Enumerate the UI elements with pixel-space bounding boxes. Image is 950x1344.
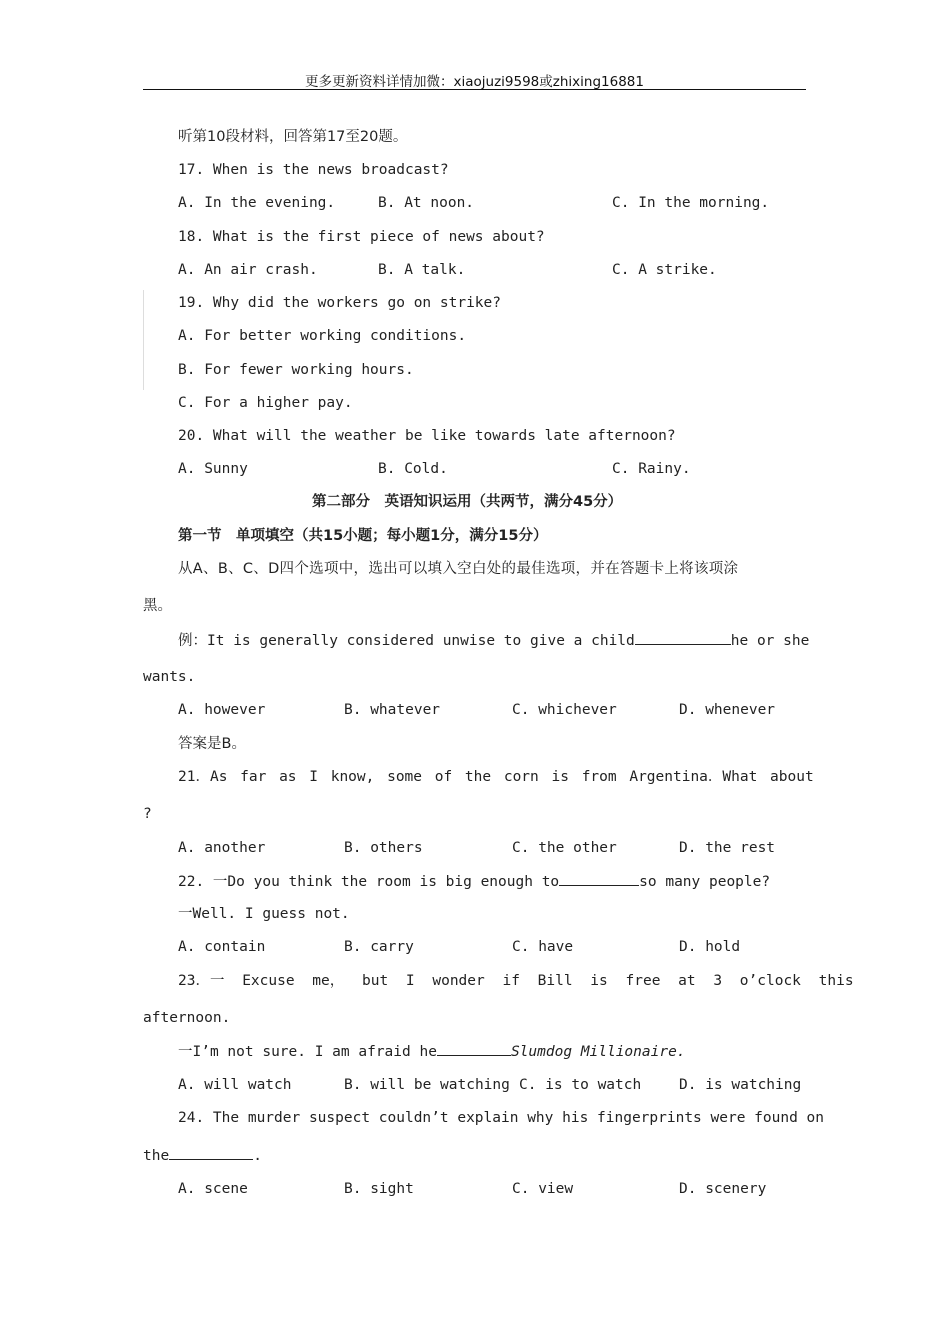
option-d: D. scenery	[679, 1181, 767, 1197]
answer-blank	[635, 630, 731, 645]
option-a: A. Sunny	[178, 461, 248, 477]
option-b: B. For fewer working hours.	[178, 362, 414, 378]
option-b: B. carry	[344, 939, 414, 955]
question-23: 23．一 Excuse me， but I wonder if Bill is free at 3 o’clock this	[178, 973, 854, 989]
option-c: C. A strike.	[612, 262, 717, 278]
question-24-period: .	[253, 1148, 262, 1164]
example-text: 例：It is generally considered unwise to give a child	[178, 633, 635, 649]
question-22-reply: 一Well. I guess not.	[178, 906, 350, 922]
question-21-end: ?	[143, 806, 152, 822]
question-24-text: the	[143, 1148, 170, 1164]
question-22-text: 22. 一Do you think the room is big enough to	[178, 874, 560, 890]
option-b: B. whatever	[344, 702, 441, 718]
option-a: A. contain	[178, 939, 266, 955]
listening-intro: 听第10段材料，回答第17至20题。	[178, 129, 408, 145]
option-b: B. Cold.	[378, 461, 448, 477]
instruction-line-1: 从A、B、C、D四个选项中，选出可以填入空白处的最佳选项，并在答题卡上将该项涂	[178, 561, 739, 577]
option-b: B. A talk.	[378, 262, 466, 278]
option-c: C. For a higher pay.	[178, 395, 353, 411]
section-one-title: 第一节 单项填空（共15小题；每小题1分，满分15分）	[178, 528, 548, 544]
question-23-reply-text: 一I’m not sure. I am afraid he	[178, 1044, 437, 1060]
margin-mark	[143, 290, 144, 390]
question-18: 18. What is the first piece of news about?	[178, 229, 545, 245]
example-line-2: wants.	[143, 669, 196, 685]
question-22-text-end: so many people?	[639, 874, 771, 890]
answer-blank	[437, 1041, 511, 1056]
movie-title: Slumdog Millionaire.	[510, 1044, 686, 1060]
question-20: 20. What will the weather be like towards late afternoon?	[178, 428, 676, 444]
option-c: C. view	[512, 1181, 574, 1197]
option-a: A. For better working conditions.	[178, 328, 467, 344]
part-two-title: 第二部分 英语知识运用（共两节，满分45分）	[312, 494, 623, 510]
option-d: D. whenever	[679, 702, 776, 718]
option-c: C. have	[512, 939, 574, 955]
option-d: D. hold	[679, 939, 741, 955]
option-c: C. the other	[512, 840, 617, 856]
question-24: 24. The murder suspect couldn’t explain why his fingerprints were found on	[178, 1110, 825, 1126]
option-c: C. In the morning.	[612, 195, 770, 211]
option-b: B. sight	[344, 1181, 414, 1197]
example-answer: 答案是B。	[178, 736, 246, 752]
example-text-end: he or she	[730, 633, 810, 649]
option-c: C. Rainy.	[612, 461, 691, 477]
question-24-line-2	[143, 1145, 262, 1166]
option-b: B. will be watching	[344, 1077, 510, 1093]
instruction-line-2: 黑。	[143, 598, 172, 614]
question-21: 21．As far as I know, some of the corn is from Argentina．What about	[178, 769, 814, 785]
question-23-reply	[178, 1041, 686, 1062]
page-header: 更多更新资料详情加微：xiaojuzi9598或zhixing16881	[305, 74, 644, 90]
option-a: A. another	[178, 840, 266, 856]
option-b: B. others	[344, 840, 423, 856]
option-a: A. In the evening.	[178, 195, 336, 211]
question-17: 17. When is the news broadcast?	[178, 162, 449, 178]
option-a: A. however	[178, 702, 266, 718]
option-a: A. scene	[178, 1181, 248, 1197]
option-d: D. the rest	[679, 840, 776, 856]
answer-blank	[559, 871, 639, 886]
example-line-1	[178, 630, 809, 651]
option-a: A. An air crash.	[178, 262, 318, 278]
question-19: 19. Why did the workers go on strike?	[178, 295, 502, 311]
option-a: A. will watch	[178, 1077, 292, 1093]
option-b: B. At noon.	[378, 195, 475, 211]
header-rule	[143, 89, 806, 90]
question-22	[178, 871, 770, 892]
option-c: C. is to watch	[519, 1077, 642, 1093]
option-d: D. is watching	[679, 1077, 802, 1093]
question-23-line-2: afternoon.	[143, 1010, 231, 1026]
answer-blank	[169, 1145, 253, 1160]
option-c: C. whichever	[512, 702, 617, 718]
